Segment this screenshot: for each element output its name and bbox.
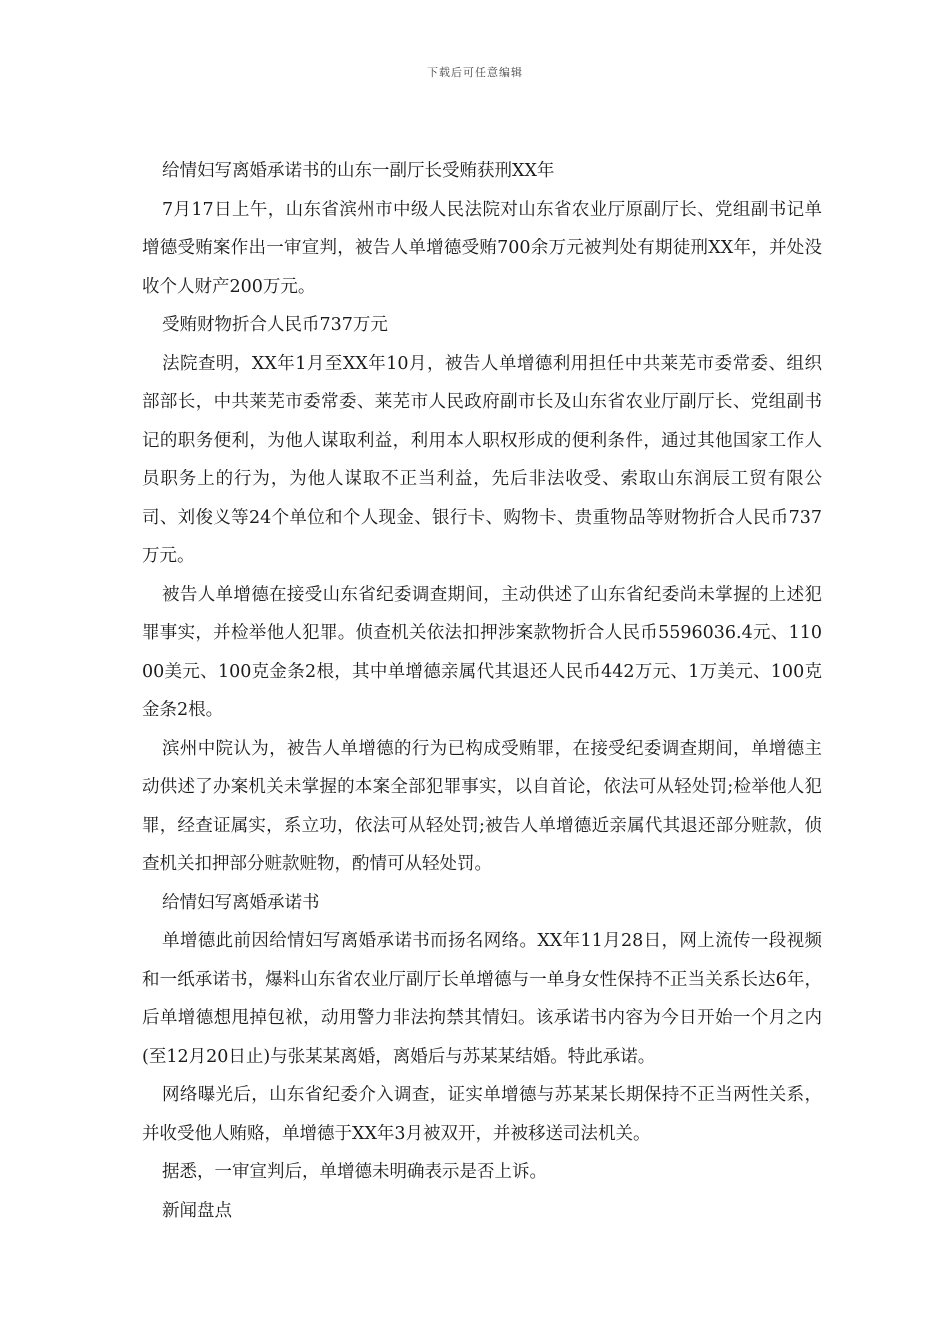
paragraph-appeal: 据悉，一审宣判后，单增德未明确表示是否上诉。	[162, 1162, 547, 1182]
paragraph-confession: 被告人单增德在接受山东省纪委调查期间，主动供述了山东省纪委尚未掌握的上述犯罪事实，并检举他人犯罪。侦查机关依法扣押涉案款物折合人民币5596036.4元、11000美元、100克金条2根，其中单增德亲属代其退还人民币442万元、1万美元、100克金条2根。	[142, 584, 822, 720]
article-title: 给情妇写离婚承诺书的山东一副厅长受贿获刑XX年	[162, 161, 555, 181]
article-body	[142, 152, 822, 1230]
subheading-news-review: 新闻盘点	[162, 1200, 232, 1221]
paragraph-investigation: 网络曝光后，山东省纪委介入调查，证实单增德与苏某某长期保持不正当两性关系，并收受他人贿赂，单增德于XX年3月被双开，并被移送司法机关。	[142, 1085, 822, 1144]
paragraph-verdict: 7月17日上午，山东省滨州市中级人民法院对山东省农业厅原副厅长、党组副书记单增德受贿案作出一审宣判，被告人单增德受贿700余万元被判处有期徒刑XX年，并处没收个人财产200万元。	[142, 199, 822, 297]
page-header-note: 下载后可任意编辑	[427, 66, 523, 79]
subheading-bribe-amount: 受贿财物折合人民币737万元	[162, 315, 388, 335]
paragraph-court-opinion: 滨州中院认为，被告人单增德的行为已构成受贿罪，在接受纪委调查期间，单增德主动供述了办案机关未掌握的本案全部犯罪事实，以自首论，依法可从轻处罚;检举他人犯罪，经查证属实，系立功，依法可从轻处罚;被告人单增德近亲属代其退还部分赃款，侦查机关扣押部分赃款赃物，酌情可从轻处罚。	[142, 738, 822, 874]
paragraph-court-findings: 法院查明，XX年1月至XX年10月，被告人单增德利用担任中共莱芜市委常委、组织部部长，中共莱芜市委常委、莱芜市人民政府副市长及山东省农业厅副厅长、党组副书记的职务便利，为他人谋取利益，利用本人职权形成的便利条件，通过其他国家工作人员职务上的行为，为他人谋取不正当利益，先后非法收受、索取山东润辰工贸有限公司、刘俊义等24个单位和个人现金、银行卡、购物卡、贵重物品等财物折合人民币737万元。	[142, 353, 822, 566]
paragraph-pledge-story: 单增德此前因给情妇写离婚承诺书而扬名网络。XX年11月28日，网上流传一段视频和一纸承诺书，爆料山东省农业厅副厅长单增德与一单身女性保持不正当关系长达6年，后单增德想甩掉包袱，动用警力非法拘禁其情妇。该承诺书内容为今日开始一个月之内(至12月20日止)与张某某离婚，离婚后与苏某某结婚。特此承诺。	[142, 931, 822, 1067]
subheading-divorce-pledge: 给情妇写离婚承诺书	[162, 892, 320, 913]
